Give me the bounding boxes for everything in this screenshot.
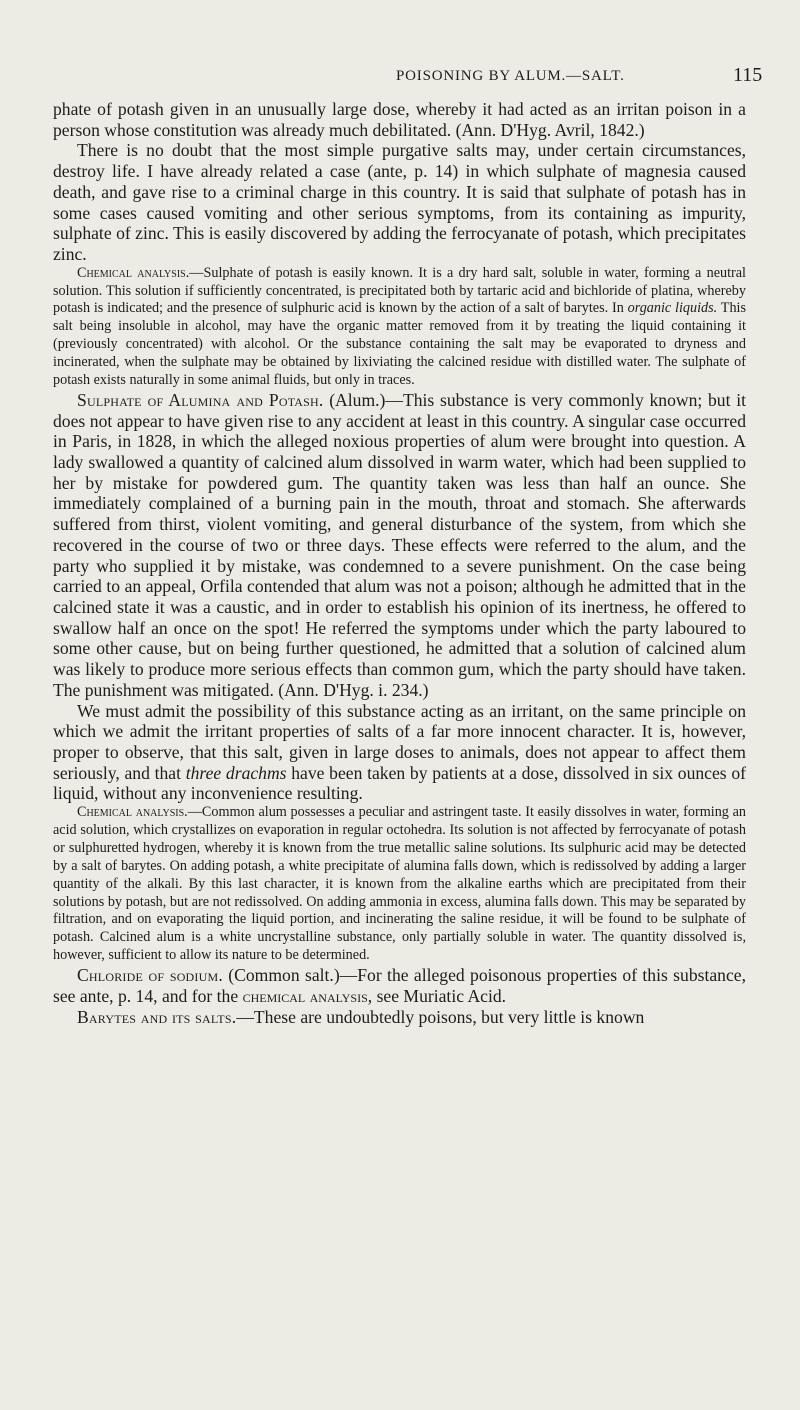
italic-term: organic liquids.: [627, 300, 718, 317]
section-lead: chemical analysis,: [242, 985, 373, 1006]
paragraph-chloride-of-sodium: Chloride of sodium. (Common salt.)—For the alleged poisonous properties of this substance, see ante, p. 14, and for the chemical analysis, see Muriatic Acid.: [53, 965, 746, 1006]
section-lead: Chemical analysis.: [77, 804, 188, 821]
paragraph-alum-irritant: We must admit the possibility of this substance acting as an irritant, on the same principle on which we admit the irritant properties of salts of a far more innocent character. It is, however, proper to observe, that this salt, given in large doses to animals, does not appear to affect them seriously, and that three drachms have been taken by patients at a dose, dissolved in six ounces of liquid, without any inconvenience resulting.: [53, 700, 746, 804]
paragraph-chemical-analysis-potash: Chemical analysis.—Sulphate of potash is easily known. It is a dry hard salt, soluble in water, forming a neutral solution. This solution if sufficiently concentrated, is precipitated both by tartaric acid and bichloride of platina, whereby potash is indicated; and the presence of sulphuric acid is known by the action of a salt of barytes. In organic liquids. This salt being insoluble in alcohol, may have the organic matter removed from it by treating the liquid containing it (previously concentrated) with alcohol. Or the substance containing the salt may be evaporated to dryness and incinerated, when the sulphate may be obtained by lixiviating the calcined residue with distilled water. The sulphate of potash exists naturally in some animal fluids, but only in traces.: [53, 264, 746, 389]
paragraph-chemical-analysis-alum: Chemical analysis.—Common alum possesses a peculiar and astringent taste. It easily dissolves in water, forming an acid solution, which crystallizes on evaporation in regular octohedra. Its solution is not affected by ferrocyanate of potash or sulphuretted hydrogen, whereby it is known from the true metallic saline solutions. Its sulphuric acid may be detected by a salt of barytes. On adding potash, a white precipitate of alumina falls down, which is redissolved by adding a larger quantity of the alkali. By this last character, it is known from the alkaline earths which are precipitated from their solutions by potash, but are not redissolved. On adding ammonia in excess, alumina falls down. This may be separated by filtration, and on evaporating the liquid portion, and incinerating the saline residue, it will be found to be sulphate of potash. Calcined alum is a white uncrystalline substance, only partially soluble in water. The quantity dissolved is, however, sufficient to allow its nature to be determined.: [53, 804, 746, 964]
paragraph-barytes: Barytes and its salts.—These are undoubtedly poisons, but very little is known: [77, 1006, 645, 1027]
section-lead: Barytes and its salts.: [77, 1006, 237, 1027]
italic-term: three drachms: [185, 762, 287, 783]
running-head: POISONING BY ALUM.—SALT.: [396, 68, 625, 84]
page-header: [0, 64, 800, 88]
paragraph-alum: Sulphate of Alumina and Potash. (Alum.)—This substance is very commonly known; but it does not appear to have given rise to any accident at least in this country. A singular case occurred in Paris, in 1828, in which the alleged noxious properties of alum were brought into question. A lady swallowed a quantity of calcined alum dissolved in warm water, which had been supplied to her by mistake for powdered gum. The quantity taken was less than half an ounce. She immediately complained of a burning pain in the mouth, throat and stomach. She afterwards suffered from thirst, violent vomiting, and general disturbance of the system, from which she recovered in the course of two or three days. These effects were referred to the alum, and the party who supplied it by mistake, was condemned to a severe punishment. On the case being carried to an appeal, Orfila contended that alum was not a poison; although he admitted that in the calcined state it was a caustic, and in order to establish his opinion of its inertness, he offered to swallow half an once on the spot! He referred the symptoms under which the party laboured to some other cause, but on being further questioned, he admitted that a solution of calcined alum was likely to produce more serious effects than common gum, which the party should have taken. The punishment was mitigated. (Ann. D'Hyg. i. 234.): [53, 389, 746, 700]
page-body: [53, 99, 746, 1027]
paragraph-potash-continued: phate of potash given in an unusually large dose, whereby it had acted as an irritan poison in a person whose constitution was already much debilitated. (Ann. D'Hyg. Avril, 1842.): [53, 99, 746, 140]
paragraph-purgative-salts: There is no doubt that the most simple purgative salts may, under certain circumstances, destroy life. I have already related a case (ante, p. 14) in which sulphate of magnesia caused death, and gave rise to a criminal charge in this country. It is said that sulphate of potash has in some cases caused vomiting and other serious symptoms, from its containing as impurity, sulphate of zinc. This is easily discovered by adding the ferrocyanate of potash, which precipitates zinc.: [53, 140, 746, 264]
section-lead: Sulphate of Alumina and Potash.: [77, 389, 324, 410]
page-number: 115: [733, 64, 763, 86]
section-lead: Chemical analysis.: [77, 264, 190, 281]
section-lead: Chloride of sodium.: [77, 965, 223, 986]
